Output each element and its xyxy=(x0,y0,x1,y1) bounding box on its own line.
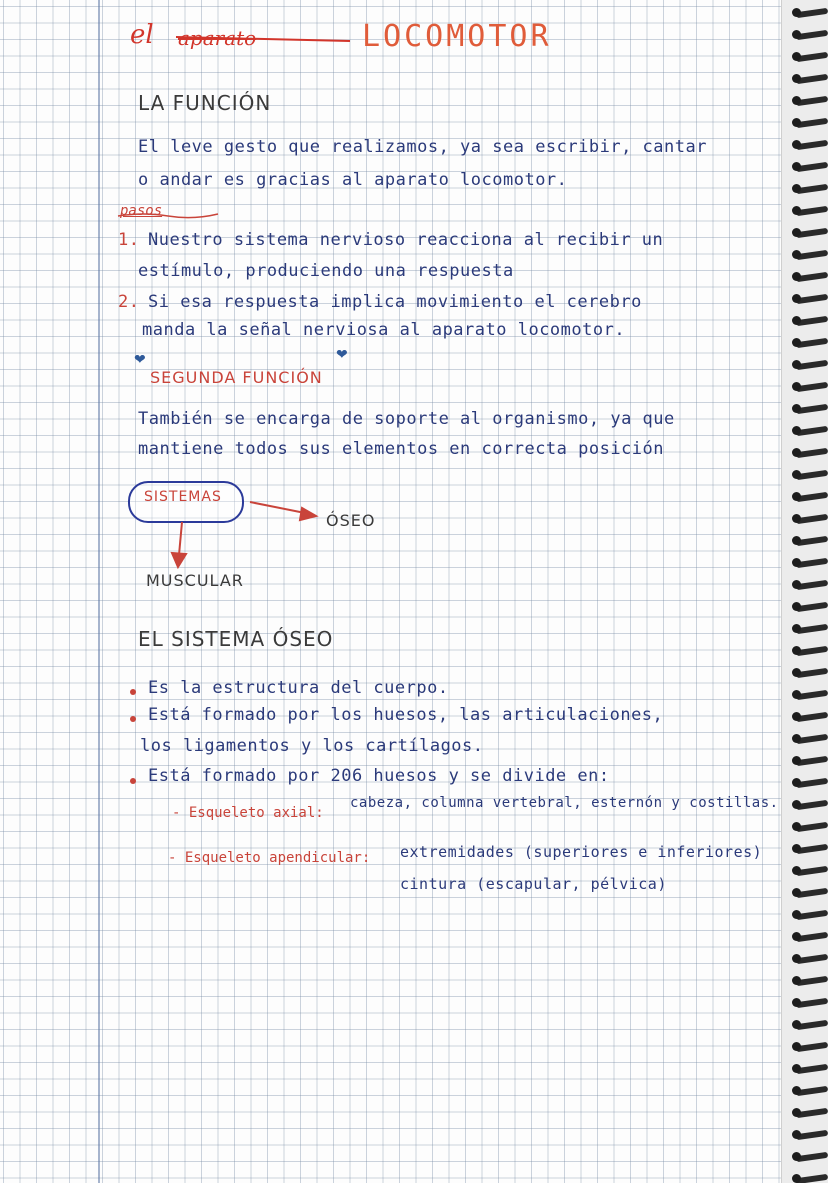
diagram-right-label: ÓSEO xyxy=(326,511,376,530)
bullet-dot xyxy=(130,716,136,722)
step-number: 1. xyxy=(118,230,140,250)
subitem-label: - Esqueleto axial: xyxy=(172,805,324,821)
step-line: manda la señal nerviosa al aparato locomotor. xyxy=(142,320,626,340)
arrow-right-head xyxy=(300,508,316,520)
arrow-down-head xyxy=(172,553,186,567)
arrow-down-shaft xyxy=(179,522,182,555)
title-strike-line xyxy=(176,37,350,41)
bullet-line: Está formado por 206 huesos y se divide en: xyxy=(148,766,610,786)
text-line: o andar es gracias al aparato locomotor. xyxy=(138,170,568,190)
title-main: LOCOMOTOR xyxy=(362,19,552,54)
heart-icon: ❤ xyxy=(336,348,348,363)
diagram-down-label: MUSCULAR xyxy=(146,571,244,590)
step-number: 2. xyxy=(118,292,140,312)
bullet-line: Es la estructura del cuerpo. xyxy=(148,678,449,698)
section-heading-segunda-funcion: SEGUNDA FUNCIÓN xyxy=(150,368,323,387)
heart-icon: ❤ xyxy=(134,353,146,368)
section-heading-sistema-oseo: EL SISTEMA ÓSEO xyxy=(138,627,334,651)
bullet-line: los ligamentos y los cartílagos. xyxy=(140,736,484,756)
pasos-label: pasos xyxy=(120,203,163,219)
step-line: estímulo, produciendo una respuesta xyxy=(138,261,514,281)
text-line: También se encarga de soporte al organismo, ya que xyxy=(138,409,675,429)
subitem-line: cabeza, columna vertebral, esternón y costillas. xyxy=(350,795,779,811)
title-el: el xyxy=(130,20,154,50)
bullet-line: Está formado por los huesos, las articulaciones, xyxy=(148,705,664,725)
bullet-dot xyxy=(130,778,136,784)
subitem-line: extremidades (superiores e inferiores) xyxy=(400,843,763,861)
bullet-dot xyxy=(130,689,136,695)
section-heading-la-funcion: LA FUNCIÓN xyxy=(138,91,272,115)
arrow-right-shaft xyxy=(250,502,305,513)
step-line: Nuestro sistema nervioso reacciona al recibir un xyxy=(148,230,664,250)
subitem-line: cintura (escapular, pélvica) xyxy=(400,875,667,893)
text-line: El leve gesto que realizamos, ya sea escribir, cantar xyxy=(138,137,707,157)
step-line: Si esa respuesta implica movimiento el cerebro xyxy=(148,292,642,312)
pasos-underline xyxy=(118,214,218,218)
subitem-label: - Esqueleto apendicular: xyxy=(168,850,371,866)
title-struck-word: aparato xyxy=(178,26,257,50)
text-line: mantiene todos sus elementos en correcta posición xyxy=(138,439,665,459)
diagram-center-label: SISTEMAS xyxy=(144,489,222,505)
